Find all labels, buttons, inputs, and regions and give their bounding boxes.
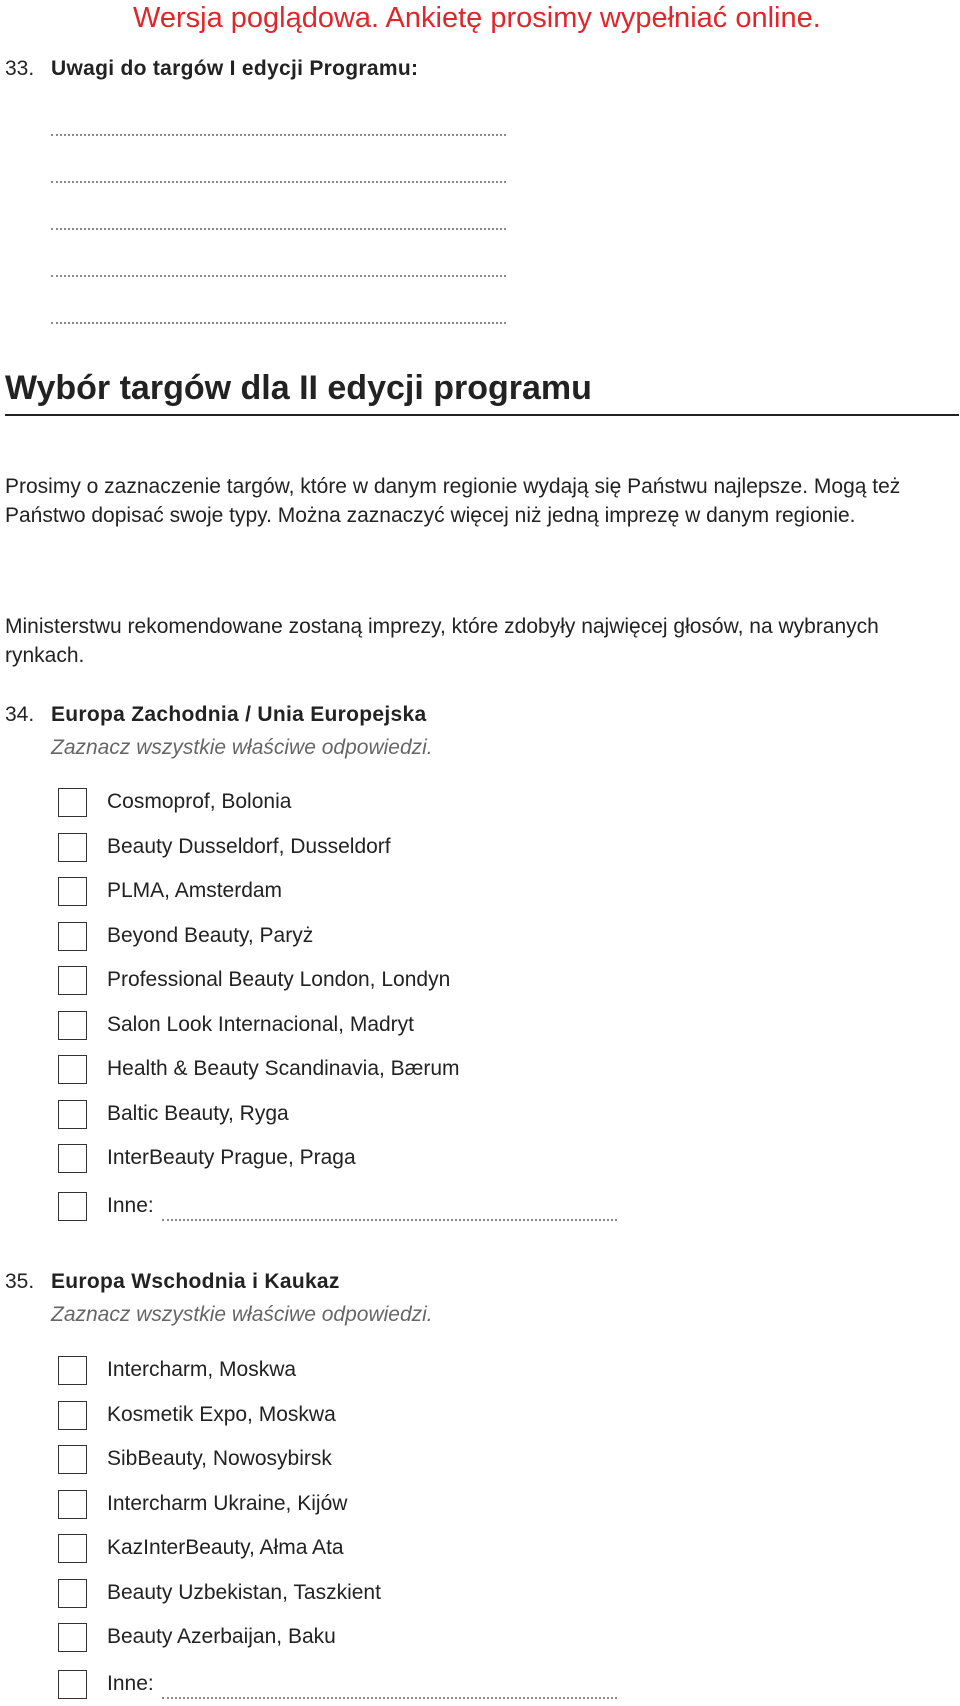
question-34-title: Europa Zachodnia / Unia Europejska (51, 703, 427, 726)
q35-option[interactable] (58, 1532, 344, 1564)
preview-banner: Wersja poglądowa. Ankietę prosimy wypełniać online. (133, 2, 821, 34)
q34-option[interactable] (58, 786, 291, 818)
q35-option[interactable] (58, 1621, 336, 1653)
option-label: Cosmoprof, Bolonia (107, 790, 292, 813)
q34-option-other[interactable] (58, 1190, 617, 1222)
checkbox[interactable] (58, 1490, 87, 1519)
option-label: Health & Beauty Scandinavia, Bærum (107, 1057, 460, 1080)
checkbox[interactable] (58, 1401, 87, 1430)
option-label: Beauty Azerbaijan, Baku (107, 1625, 336, 1648)
q34-option[interactable] (58, 1009, 414, 1041)
option-label: Intercharm Ukraine, Kijów (107, 1492, 348, 1515)
q33-answer-line-1[interactable] (51, 134, 506, 136)
question-33-title: Uwagi do targów I edycji Programu: (51, 57, 419, 80)
other-label: Inne: (107, 1194, 154, 1217)
option-label: Kosmetik Expo, Moskwa (107, 1403, 336, 1426)
option-label: KazInterBeauty, Ałma Ata (107, 1536, 344, 1559)
checkbox[interactable] (58, 1623, 87, 1652)
q34-option[interactable] (58, 831, 391, 863)
section-divider (5, 414, 959, 416)
q34-option[interactable] (58, 920, 313, 952)
q35-option-other[interactable] (58, 1668, 617, 1700)
checkbox[interactable] (58, 833, 87, 862)
q34-option[interactable] (58, 1142, 356, 1174)
checkbox[interactable] (58, 1579, 87, 1608)
checkbox[interactable] (58, 1192, 87, 1221)
q34-option[interactable] (58, 875, 282, 907)
section-note: Ministerstwu rekomendowane zostaną imprezy, które zdobyły najwięcej głosów, na wybranych rynkach. (5, 615, 879, 667)
q35-option[interactable] (58, 1577, 381, 1609)
question-34-number: 34. (5, 703, 35, 726)
option-label: Beauty Dusseldorf, Dusseldorf (107, 835, 391, 858)
checkbox[interactable] (58, 1356, 87, 1385)
option-label: PLMA, Amsterdam (107, 879, 283, 902)
option-label: Salon Look Internacional, Madryt (107, 1013, 415, 1036)
q33-answer-line-3[interactable] (51, 228, 506, 230)
option-label: Beyond Beauty, Paryż (107, 924, 314, 947)
checkbox[interactable] (58, 1055, 87, 1084)
option-label: InterBeauty Prague, Praga (107, 1146, 356, 1169)
checkbox[interactable] (58, 922, 87, 951)
checkbox[interactable] (58, 1670, 87, 1699)
question-34-hint: Zaznacz wszystkie właściwe odpowiedzi. (51, 736, 433, 759)
q34-option[interactable] (58, 1053, 460, 1085)
section-intro: Prosimy o zaznaczenie targów, które w danym regionie wydają się Państwu najlepsze. Mogą też Państwo dopisać swoje typy. Można zaznaczyć więcej niż jedną imprezę w danym regionie. (5, 475, 901, 527)
q33-answer-line-2[interactable] (51, 181, 506, 183)
option-label: Professional Beauty London, Londyn (107, 968, 451, 991)
q33-answer-line-4[interactable] (51, 275, 506, 277)
other-text-field[interactable] (162, 1219, 617, 1221)
section-title: Wybór targów dla II edycji programu (5, 369, 592, 407)
question-35-hint: Zaznacz wszystkie właściwe odpowiedzi. (51, 1303, 433, 1326)
checkbox[interactable] (58, 1144, 87, 1173)
checkbox[interactable] (58, 1011, 87, 1040)
q34-option[interactable] (58, 1098, 289, 1130)
q35-option[interactable] (58, 1399, 336, 1431)
question-35-number: 35. (5, 1270, 35, 1293)
checkbox[interactable] (58, 877, 87, 906)
other-label: Inne: (107, 1672, 154, 1695)
option-label: Intercharm, Moskwa (107, 1358, 297, 1381)
q33-answer-line-5[interactable] (51, 322, 506, 324)
q35-option[interactable] (58, 1443, 332, 1475)
q35-option[interactable] (58, 1354, 296, 1386)
q35-option[interactable] (58, 1488, 347, 1520)
option-label: Baltic Beauty, Ryga (107, 1102, 289, 1125)
question-33-number: 33. (5, 57, 35, 80)
option-label: SibBeauty, Nowosybirsk (107, 1447, 332, 1470)
checkbox[interactable] (58, 788, 87, 817)
question-35-title: Europa Wschodnia i Kaukaz (51, 1270, 340, 1293)
checkbox[interactable] (58, 1100, 87, 1129)
other-text-field[interactable] (162, 1697, 617, 1699)
checkbox[interactable] (58, 1445, 87, 1474)
option-label: Beauty Uzbekistan, Taszkient (107, 1581, 381, 1604)
checkbox[interactable] (58, 1534, 87, 1563)
checkbox[interactable] (58, 966, 87, 995)
q34-option[interactable] (58, 964, 450, 996)
